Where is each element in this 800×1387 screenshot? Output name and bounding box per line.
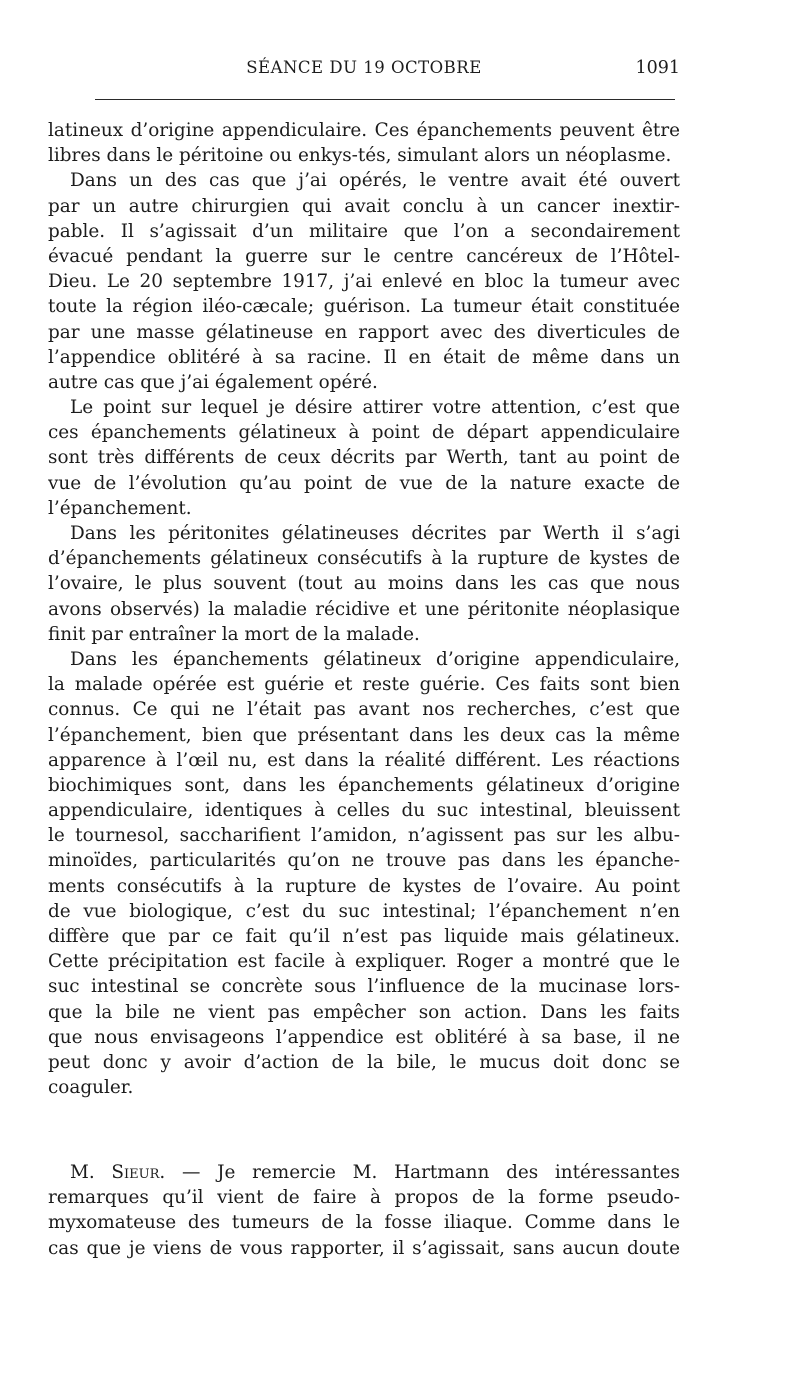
text-line: myxomateuse des tumeurs de la fosse iliaque. Comme dans le <box>48 1212 680 1234</box>
text-line: par un autre chirurgien qui avait conclu à un cancer inextir- <box>48 195 680 217</box>
text-line: biochimiques sont, dans les épanchements gélatineux d’origine <box>48 774 680 796</box>
speaker-name: M. Sieur. <box>70 1162 166 1183</box>
page-number: 1091 <box>635 58 680 78</box>
text-line: toute la région iléo-cæcale; guérison. La tumeur était constituée <box>48 296 680 318</box>
text-line: ces épanchements gélatineux à point de départ appendiculaire <box>48 422 680 444</box>
text-line: Le point sur lequel je désire attirer votre attention, c’est que <box>70 397 680 419</box>
text-line: cas que je viens de vous rapporter, il s’agissait, sans aucun doute <box>48 1237 680 1259</box>
text-line: coaguler. <box>48 1077 134 1099</box>
header-rule <box>95 99 675 100</box>
speaker-remark: — Je remercie M. Hartmann des intéressantes <box>181 1162 680 1183</box>
page-header <box>48 58 680 84</box>
text-line: l’épanchement. <box>48 497 192 519</box>
text-line: Dans les péritonites gélatineuses décrites par Werth il s’agi <box>70 523 680 544</box>
text-line: remarques qu’il vient de faire à propos de la forme pseudo- <box>48 1187 680 1209</box>
text-line: pable. Il s’agissait d’un militaire que l’on a secondairement <box>48 220 680 242</box>
text-line: finit par entraîner la mort de la malade. <box>48 623 420 645</box>
text-line: par une masse gélatineuse en rapport avec des diverticules de <box>48 321 680 343</box>
intervention-paragraph <box>48 1160 680 1261</box>
text-line: Cette précipitation est facile à expliquer. Roger a montré que le <box>48 951 680 973</box>
text-line: latineux d’origine appendiculaire. Ces épanchements peuvent être <box>48 120 680 141</box>
text-line: la malade opérée est guérie et reste guérie. Ces faits sont bien <box>48 674 680 696</box>
text-line: diffère que par ce fait qu’il n’est pas liquide mais gélatineux. <box>48 926 680 947</box>
text-line: l’épanchement, bien que présentant dans les deux cas la même <box>48 724 680 746</box>
text-line: avons observés) la maladie récidive et une péritonite néoplasique <box>48 598 680 620</box>
text-line: appendiculaire, identiques à celles du suc intestinal, bleuissent <box>48 800 680 822</box>
text-line: peut donc y avoir d’action de la bile, le mucus doit donc se <box>48 1051 680 1073</box>
text-line: apparence à l’œil nu, est dans la réalité différent. Les réactions <box>48 749 680 771</box>
text-line: l’ovaire, le plus souvent (tout au moins dans les cas que nous <box>48 573 680 595</box>
text-line: suc intestinal se concrète sous l’influence de la mucinase lors- <box>48 976 680 998</box>
text-line: Dieu. Le 20 septembre 1917, j’ai enlevé en bloc la tumeur avec <box>48 271 680 293</box>
text-line: l’appendice oblitéré à sa racine. Il en était de même dans un <box>48 346 680 368</box>
body-text <box>48 118 680 1100</box>
text-line: autre cas que j’ai également opéré. <box>48 371 378 393</box>
text-line <box>48 1160 680 1185</box>
text-line: de vue biologique, c’est du suc intestinal; l’épanchement n’en <box>48 900 680 922</box>
text-line: ments consécutifs à la rupture de kystes de l’ovaire. Au point <box>48 875 680 897</box>
running-title: SÉANCE DU 19 OCTOBRE <box>246 58 482 77</box>
text-line: Dans un des cas que j’ai opérés, le ventre avait été ouvert <box>70 170 680 192</box>
text-line: que la bile ne vient pas empêcher son action. Dans les faits <box>48 1001 680 1023</box>
text-line: sont très différents de ceux décrits par Werth, tant au point de <box>48 447 680 469</box>
text-line: d’épanchements gélatineux consécutifs à la rupture de kystes de <box>48 548 680 570</box>
text-line: évacué pendant la guerre sur le centre cancéreux de l’Hôtel- <box>48 245 680 267</box>
text-line: libres dans le péritoine ou enkys-tés, simulant alors un néoplasme. <box>48 145 672 167</box>
text-line: connus. Ce qui ne l’était pas avant nos recherches, c’est que <box>48 699 680 721</box>
text-line: que nous envisageons l’appendice est oblitéré à sa base, il ne <box>48 1026 680 1048</box>
text-line: vue de l’évolution qu’au point de vue de la nature exacte de <box>48 472 680 494</box>
text-line: le tournesol, saccharifient l’amidon, n’agissent pas sur les albu- <box>48 825 680 847</box>
text-line: minoïdes, particularités qu’on ne trouve pas dans les épanche- <box>48 850 680 872</box>
text-line: Dans les épanchements gélatineux d’origine appendiculaire, <box>70 648 680 670</box>
